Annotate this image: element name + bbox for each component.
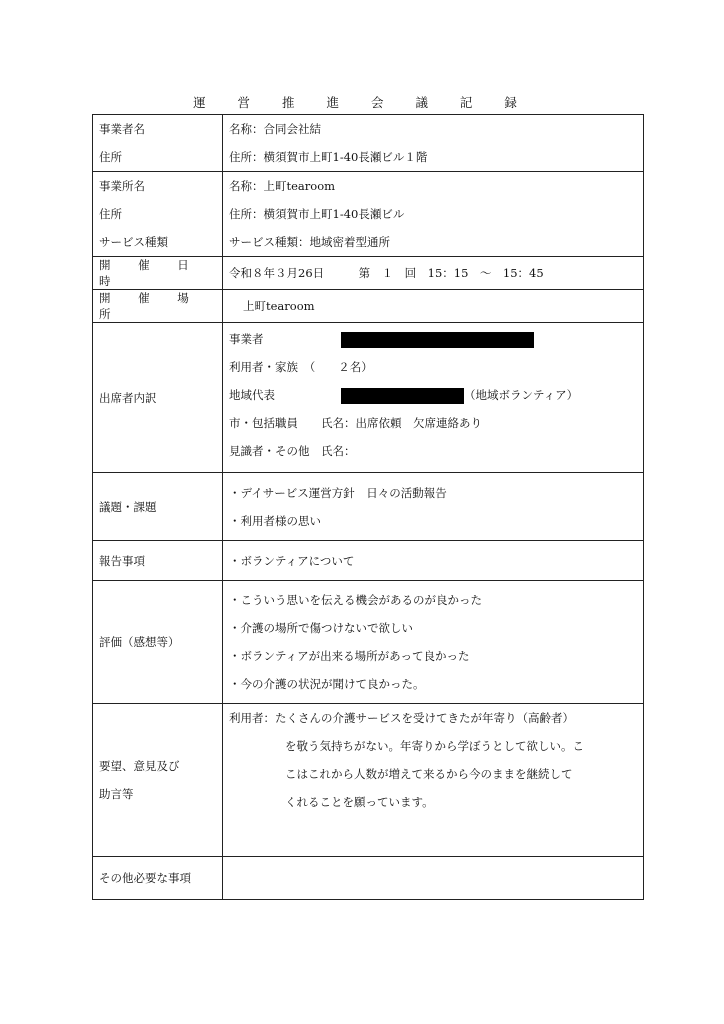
request-line-3: こはこれから人数が増えて来るから今のままを継続して <box>285 767 573 781</box>
attendee-family: 利用者・家族 （ ２名） <box>229 360 373 374</box>
label-date <box>93 257 223 290</box>
row-venue <box>93 290 644 323</box>
row-evaluation <box>93 581 644 704</box>
row-requests <box>93 704 644 857</box>
row-facility <box>93 172 644 257</box>
row-other <box>93 857 644 900</box>
label-venue <box>93 290 223 323</box>
service-type: サービス種類：地域密着型通所 <box>229 235 390 249</box>
requests-values <box>223 704 644 857</box>
redacted-community-rep <box>341 388 464 404</box>
row-attendees <box>93 323 644 473</box>
label-date-text: 開 催 日 時 <box>99 258 201 288</box>
row-operator <box>93 115 644 172</box>
evaluation-item-1: ・こういう思いを伝える機会があるのが良かった <box>229 593 482 607</box>
facility-labels <box>93 172 223 257</box>
agenda-item-1: ・デイサービス運営方針 日々の活動報告 <box>229 485 447 500</box>
operator-name: 名称：合同会社結 <box>229 122 321 136</box>
label-report: 報告事項 <box>93 541 223 581</box>
label-evaluation: 評価（感想等） <box>93 581 223 704</box>
meeting-record-table <box>92 114 644 900</box>
attendees-values <box>223 323 644 473</box>
attendee-operator: 事業者 <box>229 332 264 346</box>
attendee-experts: 見識者・その他 氏名： <box>229 444 356 458</box>
other-value <box>223 857 644 900</box>
facility-address: 住所：横須賀市上町1-40長瀬ビル <box>229 207 405 221</box>
date-value: 令和８年３月26日 第 １ 回 15：15 ～ 15：45 <box>223 257 644 290</box>
venue-value <box>223 290 644 323</box>
label-facility-address: 住所 <box>99 207 122 221</box>
attendee-city-staff: 市・包括職員 氏名：出席依頼 欠席連絡あり <box>229 416 482 430</box>
facility-values <box>223 172 644 257</box>
attendee-community-rep: 地域代表 <box>229 388 275 402</box>
label-requests-line1: 要望、意見及び <box>99 759 180 773</box>
request-line-2: を敬う気持ちがない。年寄りから学ぼうとして欲しい。こ <box>285 739 584 753</box>
evaluation-item-2: ・介護の場所で傷つけないで欲しい <box>229 621 413 635</box>
venue-text: 上町tearoom <box>243 299 315 313</box>
label-attendees: 出席者内訳 <box>93 323 223 473</box>
report-item-1: ・ボランティアについて <box>223 541 644 581</box>
operator-labels <box>93 115 223 172</box>
attendee-community-note: （地域ボランティア） <box>464 388 579 402</box>
operator-values <box>223 115 644 172</box>
request-line-1: 利用者：たくさんの介護サービスを受けてきたが年寄り（高齢者） <box>229 711 574 725</box>
label-facility-name: 事業所名 <box>99 179 145 193</box>
label-requests-line2: 助言等 <box>99 787 134 801</box>
row-agenda <box>93 473 644 541</box>
operator-address: 住所：横須賀市上町1-40長瀬ビル１階 <box>229 150 428 164</box>
label-venue-text: 開 催 場 所 <box>99 291 201 321</box>
row-report <box>93 541 644 581</box>
label-operator-address: 住所 <box>99 150 122 164</box>
evaluation-item-3: ・ボランティアが出来る場所があって良かった <box>229 649 470 663</box>
document-title: 運 営 推 進 会 議 記 録 <box>193 95 531 110</box>
request-line-4: くれることを願っています。 <box>285 795 434 809</box>
label-requests <box>93 704 223 857</box>
evaluation-item-4: ・今の介護の状況が聞けて良かった。 <box>229 677 425 691</box>
attendee-community-line <box>229 381 643 409</box>
agenda-item-2: ・利用者様の思い <box>229 513 321 528</box>
agenda-values <box>223 473 644 541</box>
label-service-type: サービス種類 <box>99 235 168 249</box>
attendee-operator-line <box>229 325 643 353</box>
label-agenda: 議題・課題 <box>93 473 223 541</box>
label-operator-name: 事業者名 <box>99 122 145 136</box>
row-date <box>93 257 644 290</box>
label-other: その他必要な事項 <box>93 857 223 900</box>
redacted-operator-names <box>341 332 534 348</box>
evaluation-values <box>223 581 644 704</box>
facility-name: 名称：上町tearoom <box>229 179 336 193</box>
